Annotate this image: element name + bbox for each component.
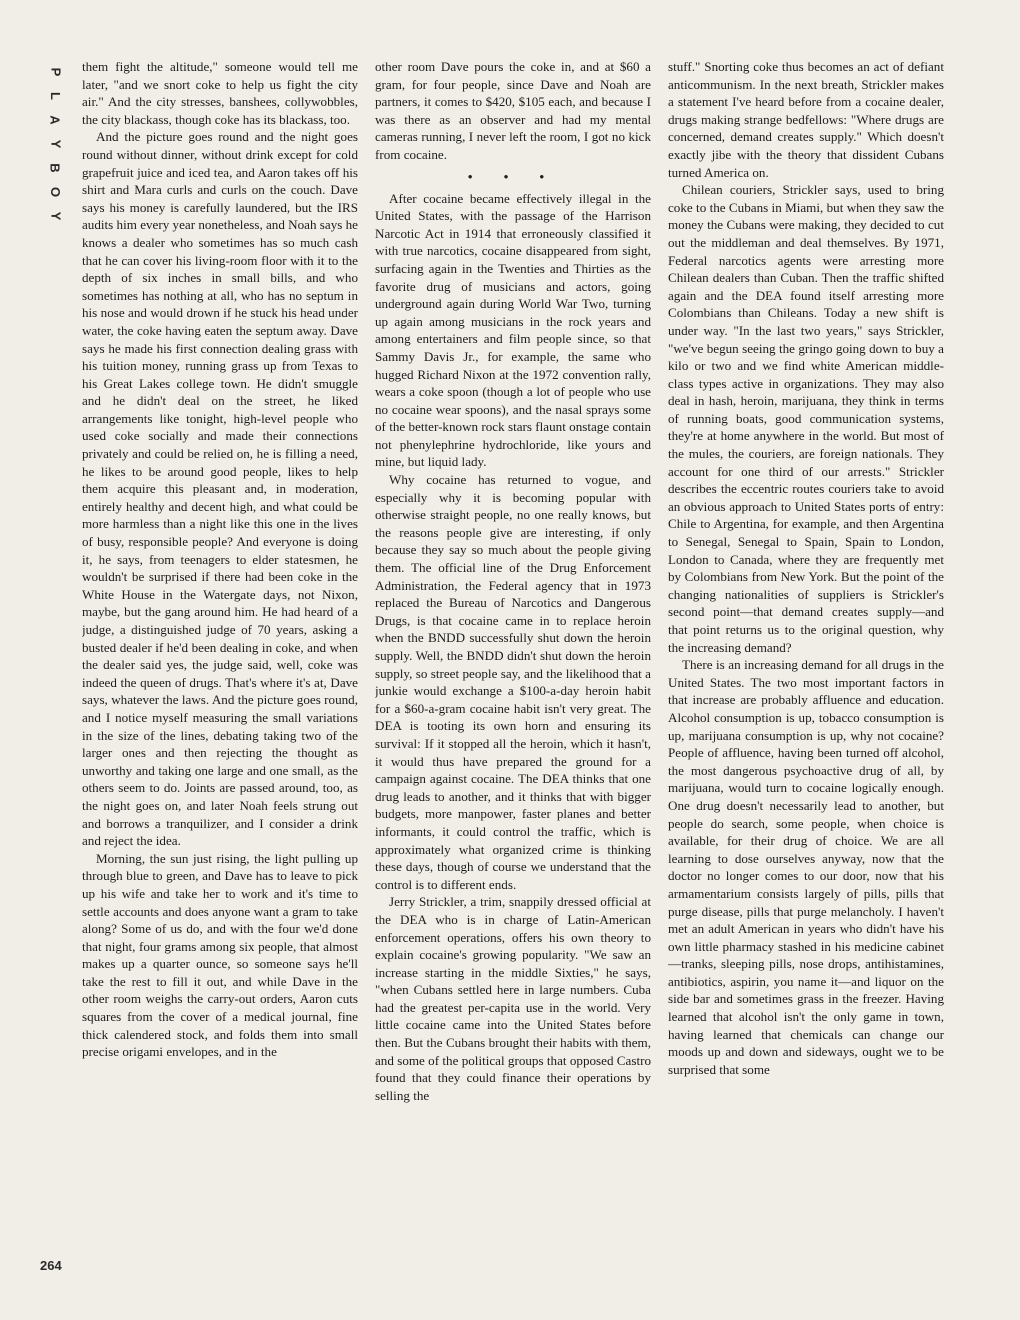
text-column-3 (668, 58, 944, 1276)
spine-letter: Y (47, 139, 63, 149)
paragraph: Morning, the sun just rising, the light pulling up through blue to green, and Dave has to leave to pick up his wife and take her to work and it's time to settle accounts and does anyone want a gram to take along? Some of us do, and with the four we'd done that night, four grams among six people, that almost makes up a quarter ounce, so someone says he'll take the rest to fill it out, and while Dave in the other room weighs the carry-out orders, Aaron cuts squares from the cover of a medical journal, fine thick calendered stock, and folds them into small precise origami envelopes, and in the (82, 850, 358, 1060)
paragraph: Chilean couriers, Strickler says, used to bring coke to the Cubans in Miami, but when they saw the money the Cubans were making, they decided to cut out the middleman and deal themselves. By 1971, Federal narcotics agents were arresting more Chilean dealers than Cuban. Then the traffic shifted again and the DEA found itself arresting more Colombians than Chileans. Today a new shift is under way. "In the last two years," says Strickler, "we've begun seeing the gringo going down to buy a kilo or two and we find white American middle-class types active in organizations. They may also deal in hash, heroin, marijuana, they think in terms of running boats, good communication systems, they're at home anywhere in the world. But most of the mules, the couriers, are foreign nationals. They account for one third of our arrests." Strickler describes the eccentric routes couriers take to avoid an obvious approach to United States ports of entry: Chile to Argentina, for example, and then Argentina to Senegal, Senegal to Spain, Spain to London, London to Canada, where they are frequently met by Colombians from New York. But the point of the changing nationalities of suppliers is Strickler's second point—that demand creates supply—and that point returns us to the original question, why the increasing demand? (668, 182, 944, 655)
section-separator: • • • (467, 168, 559, 184)
spine-letter: L (47, 92, 63, 100)
spine-magazine-title (42, 60, 68, 228)
spine-letter: B (47, 163, 63, 173)
spine-letter: O (48, 186, 63, 198)
spine-letter: P (47, 67, 63, 77)
paragraph: After cocaine became effectively illegal in the United States, with the passage of the Harrison Narcotic Act in 1914 that erroneously classified it with true narcotics, cocaine disappeared from sight, surfacing again in the Twenties and Thirties as the favorite drug of musicians and actors, going underground again during World War Two, turning up again among musicians in the rock years and among entertainers and film people since, so that Sammy Davis Jr., for example, the same who hugged Richard Nixon at the 1972 convention rally, wears a coke spoon (though a lot of people who use no cocaine wear spoons), and the nasal sprays some of the better-known rock stars flaunt onstage contain not phenylephrine hydrochloride, like yours and mine, but liquid lady. (375, 190, 651, 470)
paragraph: Why cocaine has returned to vogue, and especially why it is becoming popular with otherwise straight people, no one really knows, but the reasons people give are interesting, if only because they say so much about the people giving them. The official line of the Drug Enforcement Administration, the Federal agency that in 1973 replaced the Bureau of Narcotics and Dangerous Drugs, is that cocaine came in to replace heroin when the BNDD successfully shut down the heroin supply. Well, the BNDD didn't shut down the heroin supply, so street people say, and the likelihood that a junkie would exchange a $100-a-day heroin habit for a $60-a-gram cocaine habit isn't very great. The DEA is tooting its own horn and ensuring its survival: If it stopped all the heroin, which it hasn't, it would thus have prepared the ground for a campaign against cocaine. The DEA thinks that one drug leads to another, and it thinks that with bigger budgets, more manpower, faster planes and better informants, it could control the traffic, which is approximately what organized crime is thinking these days, though of course we understand that the control is to different ends. (375, 472, 651, 892)
paragraph: stuff." Snorting coke thus becomes an act of defiant anticommunism. In the next breath, Strickler makes a statement I've heard before from a cocaine dealer, drugs making strange bedfellows: "Where drugs are concerned, demand creates supply." Which doesn't exactly jibe with the theory that dissident Cubans turned America on. (668, 59, 944, 180)
paragraph: And the picture goes round and the night goes round without dinner, without drink except for cold grapefruit juice and iced tea, and Aaron takes off his shirt and Mara curls and curls on the couch. Dave says his money is carefully laundered, but the IRS audits him every year nonetheless, and Noah says he knows a dealer who sometimes has so much cash that he can cover his living-room floor with it to the depth of six inches in small bills, and who sometimes has nothing at all, who has no septum in his nose and would drown if he stuck his head under water, the coke having eaten the septum away. Dave says he made his first connection dealing grass with his tuition money, running grass up from Texas to his Great Lakes college town. He didn't smuggle and he didn't deal on the street, he liked arrangements like tonight, high-level people who used coke socially and made their connections privately and could be relied on, he is filling a need, he likes to be around good people, likes to help them acquire this pleasant and, in moderation, entirely healthy and decent high, and what could be more harmless than a night like this one in the lives of busy, responsible people? And everyone is doing it, he says, from teenagers to elder statesmen, he wouldn't be surprised if there had been coke in the White House in the Watergate days, not Nixon, maybe, but the gang around him. He had heard of a judge, a distinguished judge of 70 years, asking a busted dealer if he'd been dealing in coke, and when the dealer said yes, the judge said, well, coke was indeed the queen of drugs. That's where it's at, Dave says, whatever the laws. And the picture goes round, and I notice myself measuring the small variations in the size of the lines, debating taking two of the larger ones and then rejecting the thought as unworthy and taking one large and one small, as the others seem to do. Joints are passed around, too, as the night goes on, and later Noah feels strung out and borrows a tranquilizer, and I consider a drink and reject the idea. (82, 129, 358, 849)
text-column-1 (82, 58, 358, 1276)
text-column-2 (375, 58, 651, 1276)
page-number: 264 (40, 1258, 62, 1273)
spine-letter: Y (47, 211, 63, 221)
paragraph: other room Dave pours the coke in, and at $60 a gram, for four people, since Dave and Noah are partners, it comes to $420, $105 each, and because I was there as an observer and had my mental cameras running, I never left the room, I got no kick from cocaine. (375, 59, 651, 162)
spine-letter: A (47, 115, 63, 125)
paragraph: Jerry Strickler, a trim, snappily dressed official at the DEA who is in charge of Latin-American enforcement operations, offers his own theory to explain cocaine's growing popularity. "We saw an increase starting in the middle Sixties," he says, "when Cubans settled here in large numbers. Cuba had the greatest per-capita use in the world. Very little cocaine came into the United States before then. But the Cubans brought their habits with them, and some of the political groups that opposed Castro found that they could finance their operations by selling the (375, 894, 651, 1103)
paragraph: There is an increasing demand for all drugs in the United States. The two most important factors in that increase are probably affluence and education. Alcohol consumption is up, tobacco consumption is up, marijuana consumption is up, why not cocaine? People of affluence, having been turned off alcohol, the most dangerous psychoactive drug of all, by marijuana, would turn to cocaine logically enough. One drug doesn't necessarily lead to another, but people do search, some people, when choice is available, for their drug of choice. We are all learning to dose ourselves anyway, now that the doctor no longer comes to our door, now that his armamentarium consists largely of pills, pills that purge disease, pills that purge melancholy. I haven't met an adult American in years who didn't have his own little pharmacy stashed in his medicine cabinet—tranks, sleeping pills, nose drops, antihistamines, antibiotics, aspirin, you name it—and liquor on the side bar and sometimes grass in the freezer. Having learned that alcohol isn't the only game in town, having learned that chemicals can change our moods up and down and sideways, ought we to be surprised that some (668, 657, 944, 1077)
paragraph: them fight the altitude," someone would tell me later, "and we snort coke to help us fight the city air." And the city stresses, banshees, collywobbles, the city blackass, though coke has its blackass, too. (82, 59, 358, 127)
